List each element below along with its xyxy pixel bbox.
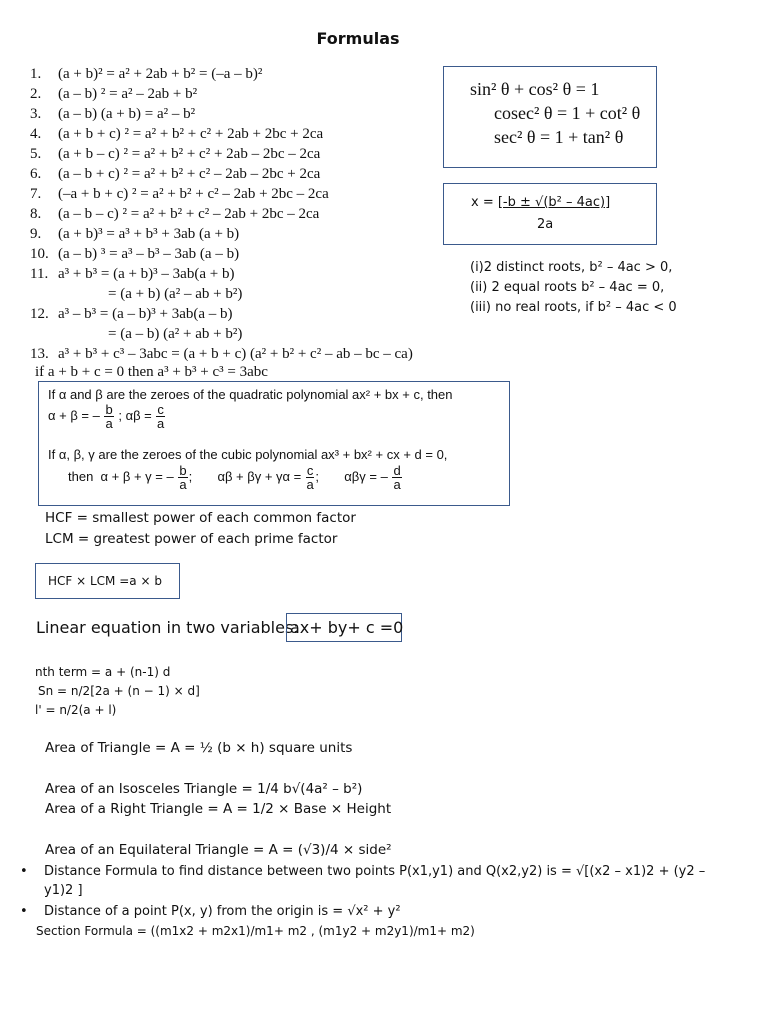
- distance-from-origin: Distance of a point P(x, y) from the origin is = √x² + y²: [44, 904, 401, 919]
- hcf-lcm-box: [35, 563, 180, 599]
- bullet-icon: •: [20, 904, 28, 919]
- cubic-zeroes-text: If α, β, γ are the zeroes of the cubic polynomial ax³ + bx² + cx + d = 0,: [48, 447, 448, 462]
- section-formula: Section Formula = ((m1x2 + m2x1)/m1+ m2 , (m1y2 + m2y1)/m1+ m2): [36, 924, 475, 938]
- identity-item: 9. (a + b)³ = a³ + b³ + 3ab (a + b): [30, 226, 240, 242]
- identity-item: 12. a³ – b³ = (a – b)³ + 3ab(a – b): [30, 306, 233, 322]
- area-triangle: Area of Triangle = A = ½ (b × h) square units: [45, 740, 353, 756]
- fraction: $\frac{d}{a}$: [393, 463, 401, 492]
- identity-item: 1. (a + b)² = a² + 2ab + b² = (–a – b)²: [30, 66, 263, 82]
- ap-nth-term: nth term = a + (n-1) d: [35, 665, 171, 679]
- quadratic-zeroes-text: If α and β are the zeroes of the quadratic polynomial ax² + bx + c, then: [48, 387, 453, 402]
- linear-equation: ax+ by+ c =0: [290, 618, 404, 637]
- hcf-definition: HCF = smallest power of each common factor: [45, 510, 356, 526]
- list-item: [20, 902, 720, 922]
- identity-item: 6. (a – b + c) ² = a² + b² + c² – 2ab – 2bc + 2ca: [30, 166, 321, 182]
- cubic-zeroes-relations: then α + β + γ = – $\frac{b}{a}$ ; αβ + βγ + γα = $\frac{c}{a}$ ; αβγ = – $\frac{d}{a}$: [68, 463, 401, 492]
- identity-item: 11. a³ + b³ = (a + b)³ – 3ab(a + b): [30, 266, 235, 282]
- identity-item: 10. (a – b) ³ = a³ – b³ – 3ab (a – b): [30, 246, 240, 262]
- lcm-definition: LCM = greatest power of each prime factor: [45, 531, 338, 547]
- list-item: [20, 862, 720, 902]
- quadratic-formula-box: [443, 183, 657, 245]
- identity-note: if a + b + c = 0 then a³ + b³ + c³ = 3abc: [35, 364, 268, 380]
- linear-equation-box: [286, 613, 402, 642]
- polynomial-zeroes-box: [38, 381, 510, 506]
- fraction: $\frac{c}{a}$: [157, 402, 165, 431]
- quadratic-zeroes-relations: α + β = – $\frac{b}{a}$ ; αβ = $\frac{c}{a}$: [48, 402, 165, 431]
- identity-list: [30, 64, 413, 364]
- fraction: $\frac{b}{a}$: [179, 463, 187, 492]
- area-equilateral-triangle: Area of an Equilateral Triangle = A = (√3)/4 × side²: [45, 842, 392, 858]
- identity-item: 2. (a – b) ² = a² – 2ab + b²: [30, 86, 198, 102]
- trig-identity: cosec² θ = 1 + cot² θ: [494, 103, 641, 123]
- identity-item: 4. (a + b + c) ² = a² + b² + c² + 2ab + 2bc + 2ca: [30, 126, 324, 142]
- area-isosceles-triangle: Area of an Isosceles Triangle = 1/4 b√(4a² – b²): [45, 781, 363, 797]
- identity-item: 8. (a – b – c) ² = a² + b² + c² – 2ab + 2bc – 2ca: [30, 206, 320, 222]
- root-condition: (iii) no real roots, if b² – 4ac < 0: [470, 300, 677, 315]
- trig-identity: sin² θ + cos² θ = 1: [470, 79, 600, 99]
- identity-item: 3. (a – b) (a + b) = a² – b²: [30, 106, 196, 122]
- trig-identities-box: [443, 66, 657, 168]
- root-condition: (ii) 2 equal roots b² – 4ac = 0,: [470, 280, 665, 295]
- quadratic-denominator: 2a: [537, 217, 554, 232]
- page-title: Formulas: [316, 29, 400, 48]
- identity-item: 5. (a + b – c) ² = a² + b² + c² + 2ab – 2bc – 2ca: [30, 146, 321, 162]
- trig-identity: sec² θ = 1 + tan² θ: [494, 127, 624, 147]
- root-nature-list: [470, 258, 677, 318]
- fraction: $\frac{b}{a}$: [105, 402, 113, 431]
- identity-item: 13. a³ + b³ + c³ – 3abc = (a + b + c) (a² + b² + c² – ab – bc – ca): [30, 346, 413, 362]
- quadratic-formula: x = [-b ± √(b² – 4ac)]: [471, 195, 611, 210]
- linear-equation-label: Linear equation in two variables:: [36, 618, 299, 637]
- identity-item-continuation: = (a + b) (a² – ab + b²): [108, 286, 243, 302]
- root-condition: (i)2 distinct roots, b² – 4ac > 0,: [470, 260, 673, 275]
- area-right-triangle: Area of a Right Triangle = A = 1/2 × Base × Height: [45, 801, 392, 817]
- fraction: $\frac{c}{a}$: [306, 463, 314, 492]
- quadratic-numerator: [-b ± √(b² – 4ac)]: [497, 195, 611, 210]
- hcf-lcm-formula: HCF × LCM =a × b: [48, 574, 162, 588]
- ap-sum-last-term: l' = n/2(a + l): [35, 703, 117, 717]
- identity-item-continuation: = (a – b) (a² + ab + b²): [108, 326, 243, 342]
- identity-item: 7. (–a + b + c) ² = a² + b² + c² – 2ab + 2bc – 2ca: [30, 186, 329, 202]
- distance-formula: Distance Formula to find distance between two points P(x1,y1) and Q(x2,y2) is = √[(x2 – x1)2 + (y2 – y1)2 ]: [44, 864, 706, 898]
- ap-sum: Sn = n/2[2a + (n − 1) × d]: [38, 684, 200, 698]
- bullet-icon: •: [20, 864, 28, 879]
